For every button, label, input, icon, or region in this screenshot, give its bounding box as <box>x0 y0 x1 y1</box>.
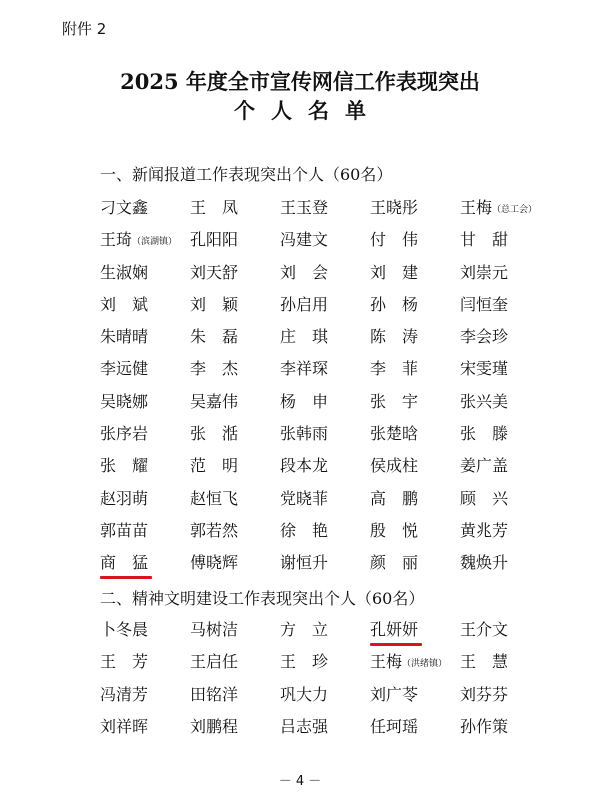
attachment-label: 附件 2 <box>62 20 107 38</box>
name-entry <box>280 224 370 256</box>
person-name: 张 湉 <box>190 424 239 444</box>
person-name: 田铭洋 <box>190 684 239 704</box>
name-entry <box>370 483 460 515</box>
person-name: 刘天舒 <box>190 262 239 282</box>
name-entry <box>280 483 370 515</box>
person-name: 付 伟 <box>370 230 419 250</box>
person-name: 高 鹏 <box>370 488 419 508</box>
name-entry <box>460 321 520 353</box>
name-entry <box>190 646 280 678</box>
name-entry <box>370 192 460 224</box>
name-entry <box>100 386 190 418</box>
name-entry <box>460 224 520 256</box>
person-name: 马树洁 <box>190 620 239 639</box>
affiliation-note: （总工会） <box>492 205 538 215</box>
name-entry <box>280 257 370 289</box>
name-entry <box>370 257 460 289</box>
person-name: 王启任 <box>190 652 239 672</box>
person-name: 冯建文 <box>280 230 329 250</box>
name-entry <box>100 614 190 646</box>
name-entry <box>100 450 190 482</box>
name-entry <box>370 614 460 646</box>
person-name: 朱晴晴 <box>100 327 149 347</box>
name-entry <box>460 386 520 418</box>
name-entry <box>370 321 460 353</box>
person-name: 王 凤 <box>190 198 239 217</box>
name-entry <box>190 353 280 385</box>
person-name: 甘 甜 <box>460 230 509 250</box>
affiliation-note: （洪绪镇） <box>402 659 448 670</box>
person-name: 孔阳阳 <box>190 230 239 250</box>
person-name: 冯清芳 <box>100 684 149 704</box>
person-name: 傅晓辉 <box>190 553 239 573</box>
person-name: 颜 丽 <box>370 553 419 573</box>
name-entry <box>100 224 190 256</box>
document-title-line2: 个人名单 <box>234 98 382 123</box>
person-name: 朱 磊 <box>190 327 239 347</box>
name-entry <box>370 711 460 743</box>
person-name: 王介文 <box>460 620 509 639</box>
person-name: 赵恒飞 <box>190 488 239 508</box>
name-entry <box>280 321 370 353</box>
name-entry <box>280 515 370 547</box>
name-entry <box>460 646 520 678</box>
name-entry <box>100 353 190 385</box>
person-name: 孙 杨 <box>370 294 419 314</box>
name-entry <box>460 353 520 385</box>
name-entry <box>100 711 190 743</box>
document-title-line1: 2025 年度全市宣传网信工作表现突出 <box>120 69 480 94</box>
name-entry <box>190 289 280 321</box>
person-name: 张兴美 <box>460 391 509 411</box>
name-entry <box>370 386 460 418</box>
person-name: 刘广苓 <box>370 684 419 704</box>
name-entry <box>100 515 190 547</box>
person-name: 王 珍 <box>280 652 329 672</box>
name-entry <box>190 224 280 256</box>
person-name: 王晓彤 <box>370 198 419 217</box>
name-entry <box>190 450 280 482</box>
person-name: 姜广盖 <box>460 456 509 476</box>
person-name: 段本龙 <box>280 456 329 476</box>
person-name: 张韩雨 <box>280 424 329 444</box>
person-name: 张 耀 <box>100 456 149 476</box>
person-name: 李会珍 <box>460 327 509 347</box>
person-name: 王琦 <box>100 230 133 250</box>
name-entry <box>190 192 280 224</box>
person-name: 郭若然 <box>190 520 239 540</box>
person-name: 生淑娴 <box>100 262 149 282</box>
person-name: 卜冬晨 <box>100 620 149 639</box>
affiliation-note: （滨湖镇） <box>132 237 178 248</box>
person-name: 吕志强 <box>280 716 329 736</box>
name-entry <box>280 386 370 418</box>
person-name: 顾 兴 <box>460 488 509 508</box>
name-entry <box>100 646 190 678</box>
name-entry <box>370 224 460 256</box>
name-entry <box>190 547 280 579</box>
name-entry <box>280 614 370 646</box>
name-entry <box>460 515 520 547</box>
name-entry <box>460 289 520 321</box>
person-name: 魏焕升 <box>460 553 509 573</box>
person-name: 方 立 <box>280 620 329 639</box>
name-entry <box>280 450 370 482</box>
person-name: 王玉登 <box>280 198 329 217</box>
name-entry <box>190 418 280 450</box>
person-name: 吴晓娜 <box>100 391 149 411</box>
name-entry <box>280 547 370 579</box>
person-name: 张序岩 <box>100 424 149 444</box>
name-entry <box>280 418 370 450</box>
person-name: 范 明 <box>190 456 239 476</box>
person-name: 任珂瑶 <box>370 716 419 736</box>
name-entry <box>370 418 460 450</box>
person-name: 刘 颖 <box>190 294 239 314</box>
person-name: 闫恒奎 <box>460 294 509 314</box>
person-name: 杨 申 <box>280 391 329 411</box>
name-entry <box>100 483 190 515</box>
name-entry <box>190 614 280 646</box>
page-number: － 4 － <box>278 774 322 789</box>
person-name: 李远健 <box>100 359 149 379</box>
section1-name-grid <box>100 192 538 580</box>
person-name: 李 菲 <box>370 359 419 379</box>
person-name: 庄 琪 <box>280 327 329 347</box>
name-entry <box>370 289 460 321</box>
person-name: 商 猛 <box>100 553 149 573</box>
name-entry <box>190 711 280 743</box>
name-entry <box>370 515 460 547</box>
person-name: 陈 涛 <box>370 327 419 347</box>
name-entry <box>370 450 460 482</box>
person-name: 刘崇元 <box>460 262 509 282</box>
person-name: 赵羽萌 <box>100 488 149 508</box>
name-entry <box>370 679 460 711</box>
name-entry <box>460 679 520 711</box>
person-name: 张 宇 <box>370 391 419 411</box>
name-entry <box>460 483 520 515</box>
name-entry <box>190 515 280 547</box>
name-entry <box>190 483 280 515</box>
name-entry <box>370 547 460 579</box>
person-name: 王 慧 <box>460 652 509 672</box>
name-entry <box>100 257 190 289</box>
name-entry <box>190 386 280 418</box>
person-name: 李祥琛 <box>280 359 329 379</box>
person-name: 宋雯瑾 <box>460 359 509 379</box>
person-name: 李 杰 <box>190 359 239 379</box>
name-entry <box>100 321 190 353</box>
person-name: 巩大力 <box>280 684 329 704</box>
person-name: 吴嘉伟 <box>190 391 239 411</box>
name-entry <box>460 547 520 579</box>
name-entry <box>100 679 190 711</box>
name-entry <box>100 289 190 321</box>
name-entry <box>100 192 190 224</box>
name-entry <box>370 646 460 678</box>
name-entry <box>460 192 538 224</box>
person-name: 徐 艳 <box>280 520 329 540</box>
person-name: 郭苗苗 <box>100 520 149 540</box>
person-name: 孔妍妍 <box>370 620 419 639</box>
name-entry <box>280 679 370 711</box>
name-entry <box>280 646 370 678</box>
name-entry <box>460 257 520 289</box>
name-entry <box>280 192 370 224</box>
person-name: 黄兆芳 <box>460 520 509 540</box>
name-entry <box>370 353 460 385</box>
person-name: 刘 建 <box>370 262 419 282</box>
name-entry <box>190 257 280 289</box>
person-name: 孙启用 <box>280 294 329 314</box>
name-entry <box>460 418 520 450</box>
person-name: 刘芬芬 <box>460 684 509 704</box>
person-name: 侯成柱 <box>370 456 419 476</box>
person-name: 刁文鑫 <box>100 198 149 217</box>
name-entry <box>280 289 370 321</box>
person-name: 殷 悦 <box>370 520 419 540</box>
person-name: 刘 会 <box>280 262 329 282</box>
name-entry <box>100 418 190 450</box>
person-name: 孙作策 <box>460 716 509 736</box>
section1-heading: 一、新闻报道工作表现突出个人（60名） <box>100 165 393 184</box>
person-name: 谢恒升 <box>280 553 329 573</box>
person-name: 王梅 <box>460 198 493 217</box>
name-entry <box>460 614 520 646</box>
name-entry <box>280 353 370 385</box>
person-name: 张 滕 <box>460 424 509 444</box>
person-name: 张楚晗 <box>370 424 419 444</box>
name-entry <box>460 450 520 482</box>
section2-name-grid <box>100 614 520 743</box>
person-name: 刘鹏程 <box>190 716 239 736</box>
section2-heading: 二、精神文明建设工作表现突出个人（60名） <box>100 589 425 608</box>
name-entry <box>100 547 190 579</box>
name-entry <box>190 679 280 711</box>
person-name: 王梅 <box>370 652 403 672</box>
person-name: 刘 斌 <box>100 294 149 314</box>
name-entry <box>280 711 370 743</box>
person-name: 刘祥晖 <box>100 716 149 736</box>
name-entry <box>190 321 280 353</box>
person-name: 党晓菲 <box>280 488 329 508</box>
name-entry <box>460 711 520 743</box>
person-name: 王 芳 <box>100 652 149 672</box>
